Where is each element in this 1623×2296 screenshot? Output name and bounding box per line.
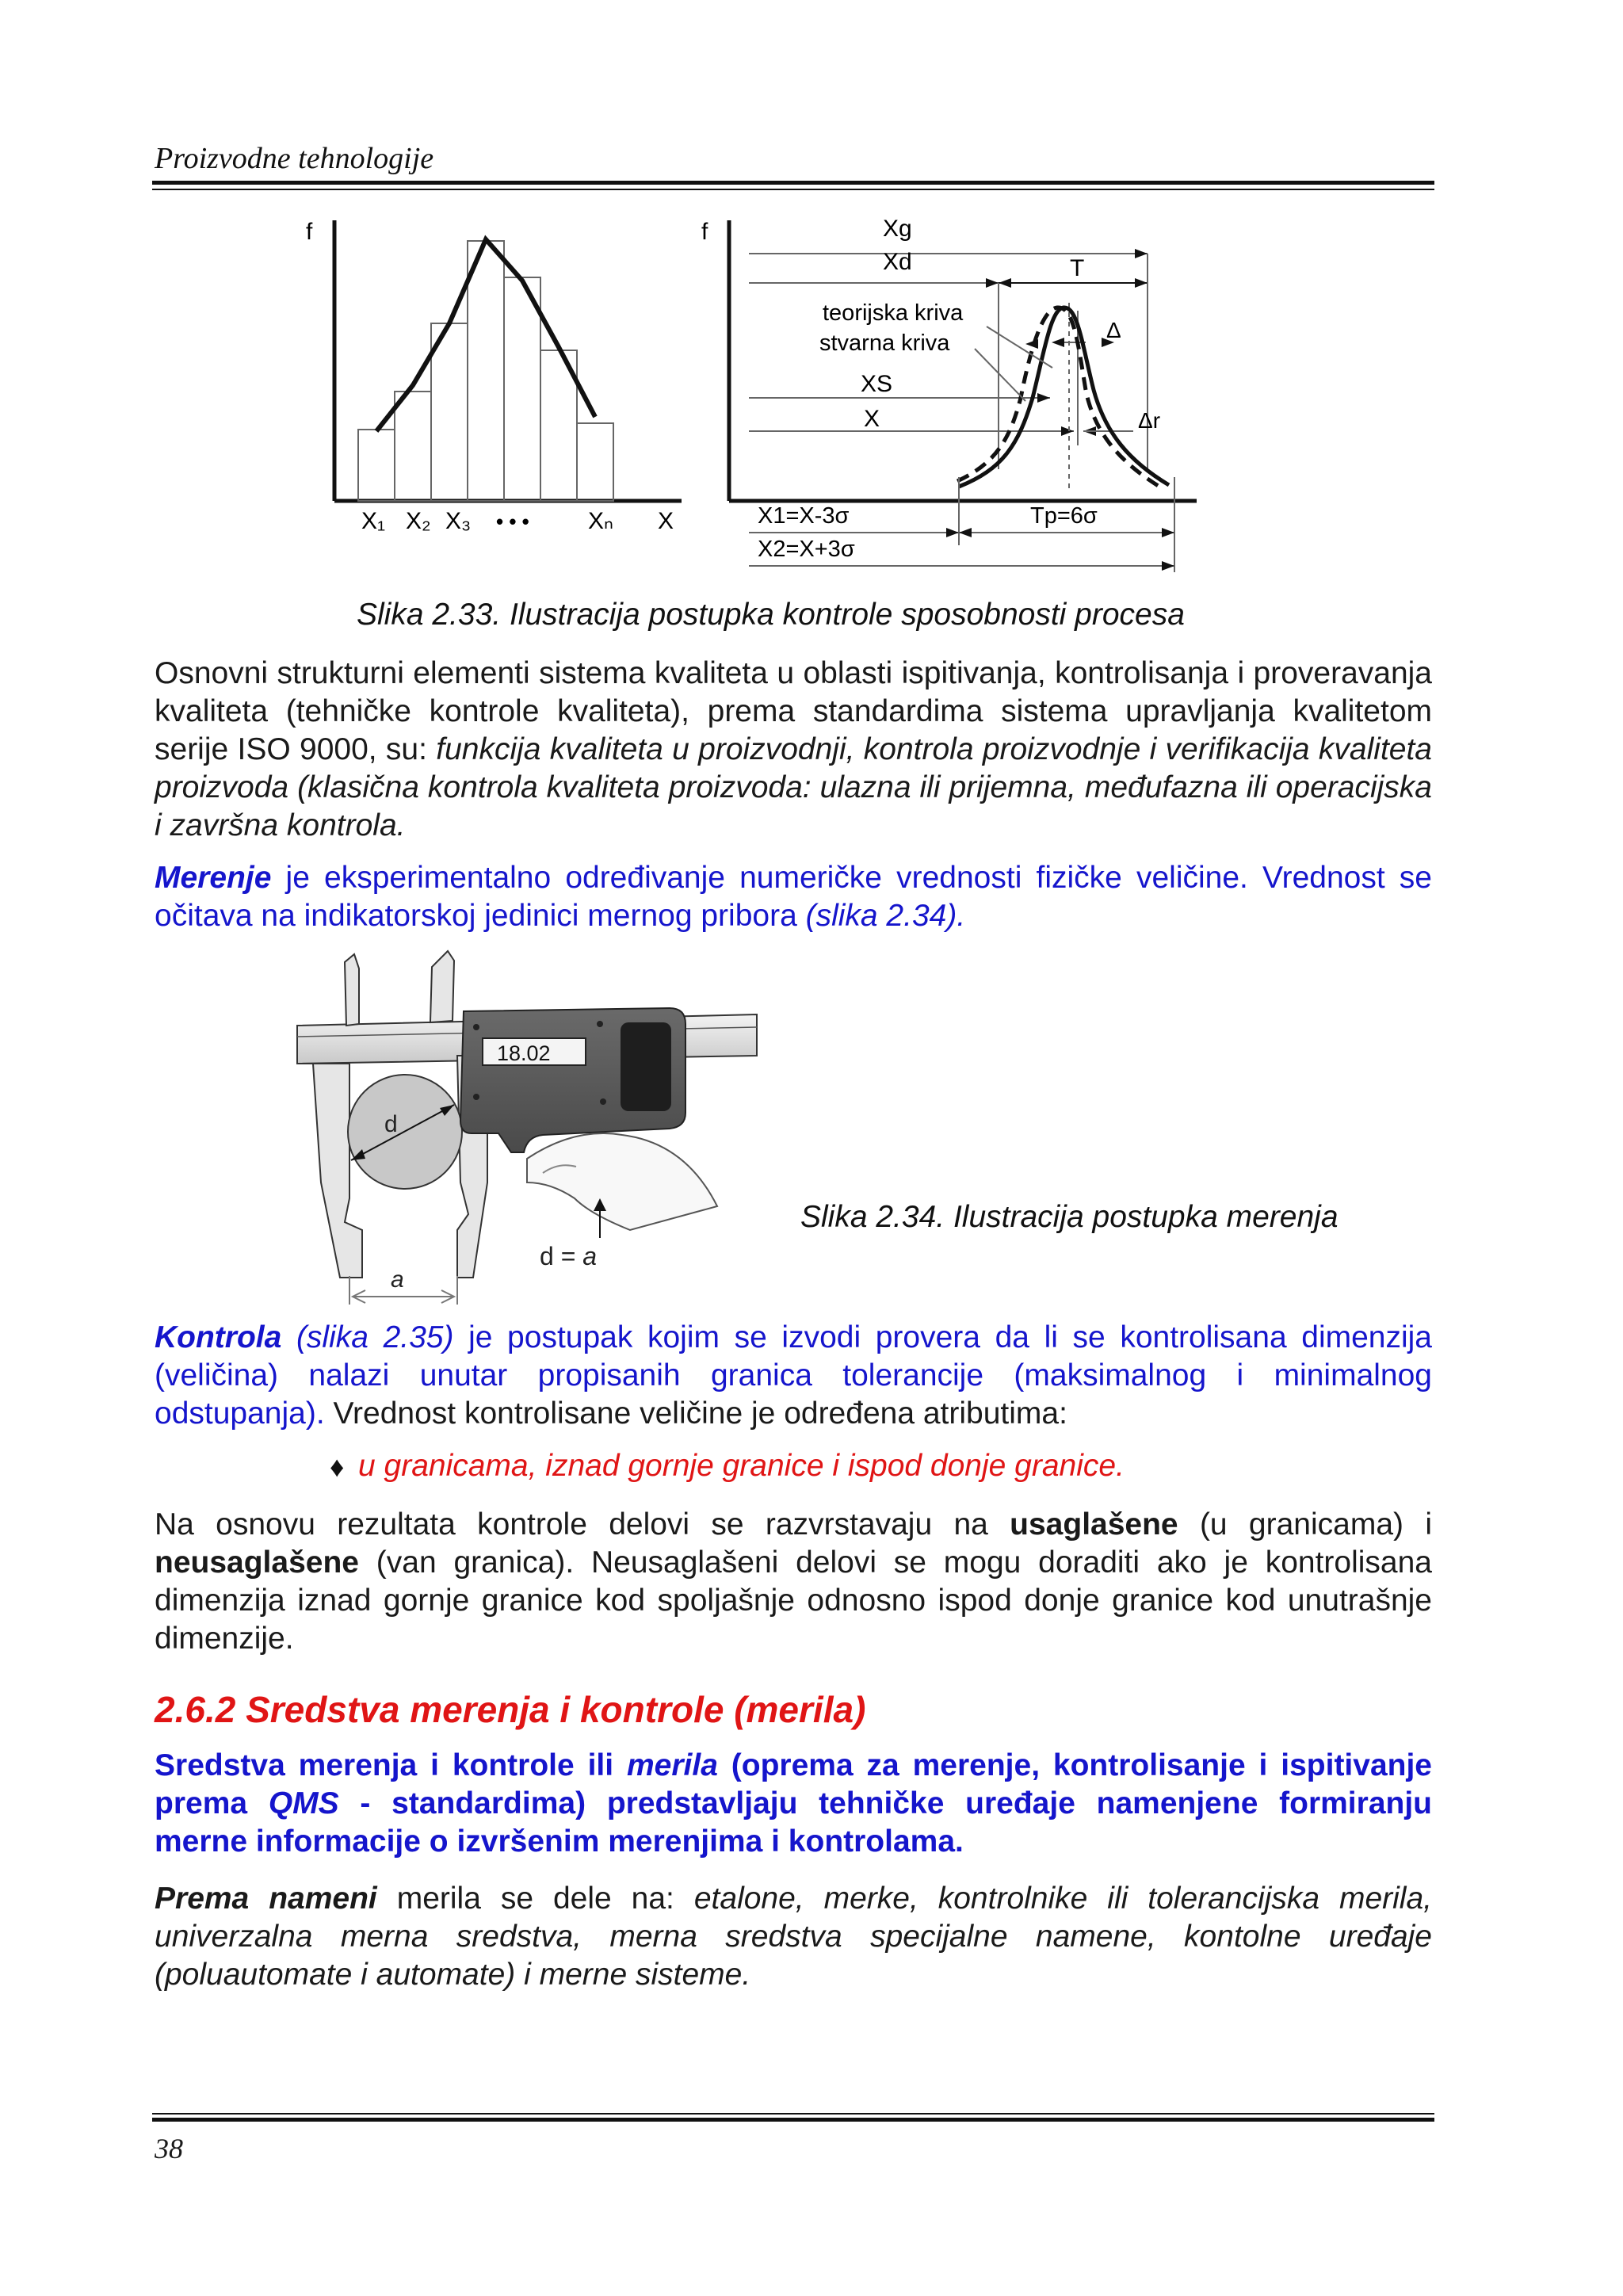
xg-arrowhead: [1135, 249, 1148, 258]
histogram-bar: [358, 430, 395, 501]
paragraph-merila-definition: [155, 1747, 1432, 1861]
figure-2-34-caption: Slika 2.34. Ilustracija postupka merenja: [800, 1200, 1338, 1234]
header-rule-thin: [152, 189, 1434, 190]
para1-plain-text: Osnovni strukturni elementi sistema kvaliteta u oblasti ispitivanja, kontrolisanja i proveravanja kvaliteta (tehničke kontrole kvaliteta), prema standardima sistema upravljanja kvalitetom serije ISO 9000, su:: [155, 656, 1432, 766]
x-label: X: [864, 406, 880, 432]
bullet-attributes-text: u granicama, iznad gornje granice i ispod donje granice.: [358, 1449, 1125, 1483]
x1-tick-label: X₁: [361, 508, 386, 534]
theoretical-leader: [987, 327, 1052, 368]
paragraph-classification: [155, 1506, 1432, 1658]
thumb: [527, 1133, 717, 1230]
a-label: a: [391, 1266, 404, 1293]
kontrola-attributes-intro: Vrednost kontrolisane veličine je određena atributima:: [324, 1396, 1067, 1431]
histogram-panel: [306, 219, 682, 534]
histogram-bar: [395, 392, 431, 501]
actual-leader: [975, 349, 1025, 401]
bullet-diamond-icon: ♦: [330, 1450, 345, 1483]
x2-arrow: [1162, 561, 1174, 571]
t-arrow-right: [1135, 278, 1148, 288]
figure-2-33-caption: Slika 2.33. Ilustracija postupka kontrole sposobnosti procesa: [357, 598, 1185, 632]
merenje-definition: je eksperimentalno određivanje numeričke vrednosti fizičke veličine. Vrednost se očitava na indikatorskoj jedinici mernog pribora: [155, 861, 1432, 933]
histogram-bar: [504, 277, 540, 501]
t-label: T: [1070, 255, 1085, 281]
figure-2-33: [293, 208, 1205, 580]
equation: [540, 1242, 597, 1270]
ellipsis-tick-label: • • •: [496, 510, 529, 533]
equation-prefix: d =: [540, 1242, 583, 1270]
right-y-axis-label: f: [701, 219, 708, 245]
xs-arrowhead: [1037, 393, 1050, 403]
tp-arrow-right: [1162, 528, 1174, 537]
delta-r-label: Δr: [1138, 408, 1161, 433]
para6-text: merila se dele na:: [376, 1881, 694, 1916]
paragraph-quality-elements: [155, 655, 1432, 845]
distribution-panel: [701, 216, 1197, 572]
running-header: Proizvodne tehnologije: [155, 142, 434, 175]
para4-text-1: Na osnovu rezultata kontrole delovi se razvrstavaju na: [155, 1507, 1010, 1541]
x2-tick-label: X₂: [406, 508, 431, 534]
tp-arrow-left: [959, 528, 972, 537]
x3-tick-label: X₃: [445, 508, 472, 534]
t-arrow-left-inner: [999, 278, 1011, 288]
x1-formula-label: X1=X-3σ: [758, 503, 850, 529]
term-merila: merila: [626, 1748, 718, 1782]
merenje-term: Merenje: [155, 861, 272, 895]
footer-rule-thin: [152, 2113, 1434, 2115]
header-rule-thick: [152, 181, 1434, 185]
moving-upper-jaw: [430, 951, 454, 1022]
term-prema-nameni: Prema nameni: [155, 1881, 377, 1916]
kontrola-figure-ref: (slika 2.35): [281, 1320, 454, 1354]
term-qms: QMS: [268, 1786, 339, 1820]
head-screw-icon: [597, 1021, 603, 1027]
x-axis-label: X: [658, 508, 674, 534]
paragraph-prema-nameni: [155, 1880, 1432, 1994]
theoretical-curve-label: teorijska kriva: [823, 300, 964, 326]
footer-rule-thick: [152, 2118, 1434, 2122]
para5-text-3: - standardima) predstavljaju tehničke uređaje namenjene formiranju merne informacije o izvršenim merenjima i kontrolama.: [155, 1786, 1432, 1859]
histogram-polygon-line: [376, 239, 595, 431]
fixed-upper-jaw: [345, 954, 359, 1026]
xd-label: Xd: [883, 249, 912, 275]
paragraph-merenje: [155, 859, 1432, 935]
delta-label: Δ: [1106, 318, 1121, 342]
x1-arrow: [946, 528, 959, 537]
para5-text-1: Sredstva merenja i kontrole ili: [155, 1748, 627, 1782]
battery-cover: [621, 1022, 671, 1111]
kontrola-definition: je postupak kojim se izvodi provera da li se kontrolisana dimenzija (veličina) nalazi unutar propisanih granica tolerancije (maksimalnog i minimalnog odstupanja).: [155, 1320, 1432, 1431]
head-screw-icon: [473, 1094, 479, 1100]
figure-2-34-caliper: [289, 945, 781, 1309]
histogram-bar: [431, 323, 468, 501]
term-neusaglasene: neusaglašene: [155, 1545, 359, 1580]
section-heading: 2.6.2 Sredstva merenja i kontrole (merila): [155, 1689, 866, 1730]
paragraph-kontrola: [155, 1319, 1432, 1433]
xs-label: XS: [861, 371, 893, 397]
delta-arrow-left: [1052, 338, 1064, 347]
kontrola-term: Kontrola: [155, 1320, 282, 1354]
merenje-figure-ref: (slika 2.34).: [805, 899, 966, 933]
display-reading: 18.02: [497, 1041, 551, 1065]
theoretical-curve: [959, 308, 1169, 487]
x2-formula-label: X2=X+3σ: [758, 537, 855, 562]
head-screw-icon: [473, 1024, 479, 1030]
t-arrow-left-outer: [986, 278, 999, 288]
curve-label-arrow: [1025, 339, 1038, 349]
para5-text-2: (oprema za merenje, kontrolisanje i ispitivanje prema: [155, 1748, 1432, 1820]
tp-formula-label: Tp=6σ: [1030, 503, 1098, 529]
xn-tick-label: Xₙ: [588, 508, 613, 534]
diameter-label: d: [384, 1111, 398, 1137]
histogram-bar: [577, 423, 613, 501]
left-y-axis-label: f: [306, 219, 313, 245]
para4-text-3: (van granica). Neusaglašeni delovi se mogu doraditi ako je kontrolisana dimenzija iznad gornje granice kod spoljašnje odnosno ispod donje granice kod unutrašnje dimenzije.: [155, 1545, 1432, 1656]
x-arrowhead: [1061, 426, 1074, 436]
para4-text-2: (u granicama) i: [1178, 1507, 1432, 1541]
histogram-bar: [468, 241, 504, 501]
page-number: 38: [155, 2133, 183, 2164]
xg-label: Xg: [883, 216, 912, 242]
histogram-bars: [358, 241, 613, 501]
fixed-lower-jaw: [297, 1064, 362, 1278]
term-usaglasene: usaglašene: [1010, 1507, 1178, 1541]
head-screw-icon: [600, 1098, 606, 1105]
actual-curve-label: stvarna kriva: [819, 330, 950, 356]
para6-italic-list: etalone, merke, kontrolnike ili tolerancijska merila, univerzalna merna sredstva, merna sredstva specijalne namene, kontolne uređaje (poluautomate i automate) i merne sisteme.: [155, 1881, 1432, 1992]
equation-variable: a: [582, 1242, 598, 1270]
para1-italic-text: funkcija kvaliteta u proizvodnji, kontrola proizvodnje i verifikacija kvaliteta proizvoda (klasična kontrola kvaliteta proizvoda: ulazna ili prijemna, međufazna ili operacijska i završna kontrola.: [155, 732, 1432, 842]
